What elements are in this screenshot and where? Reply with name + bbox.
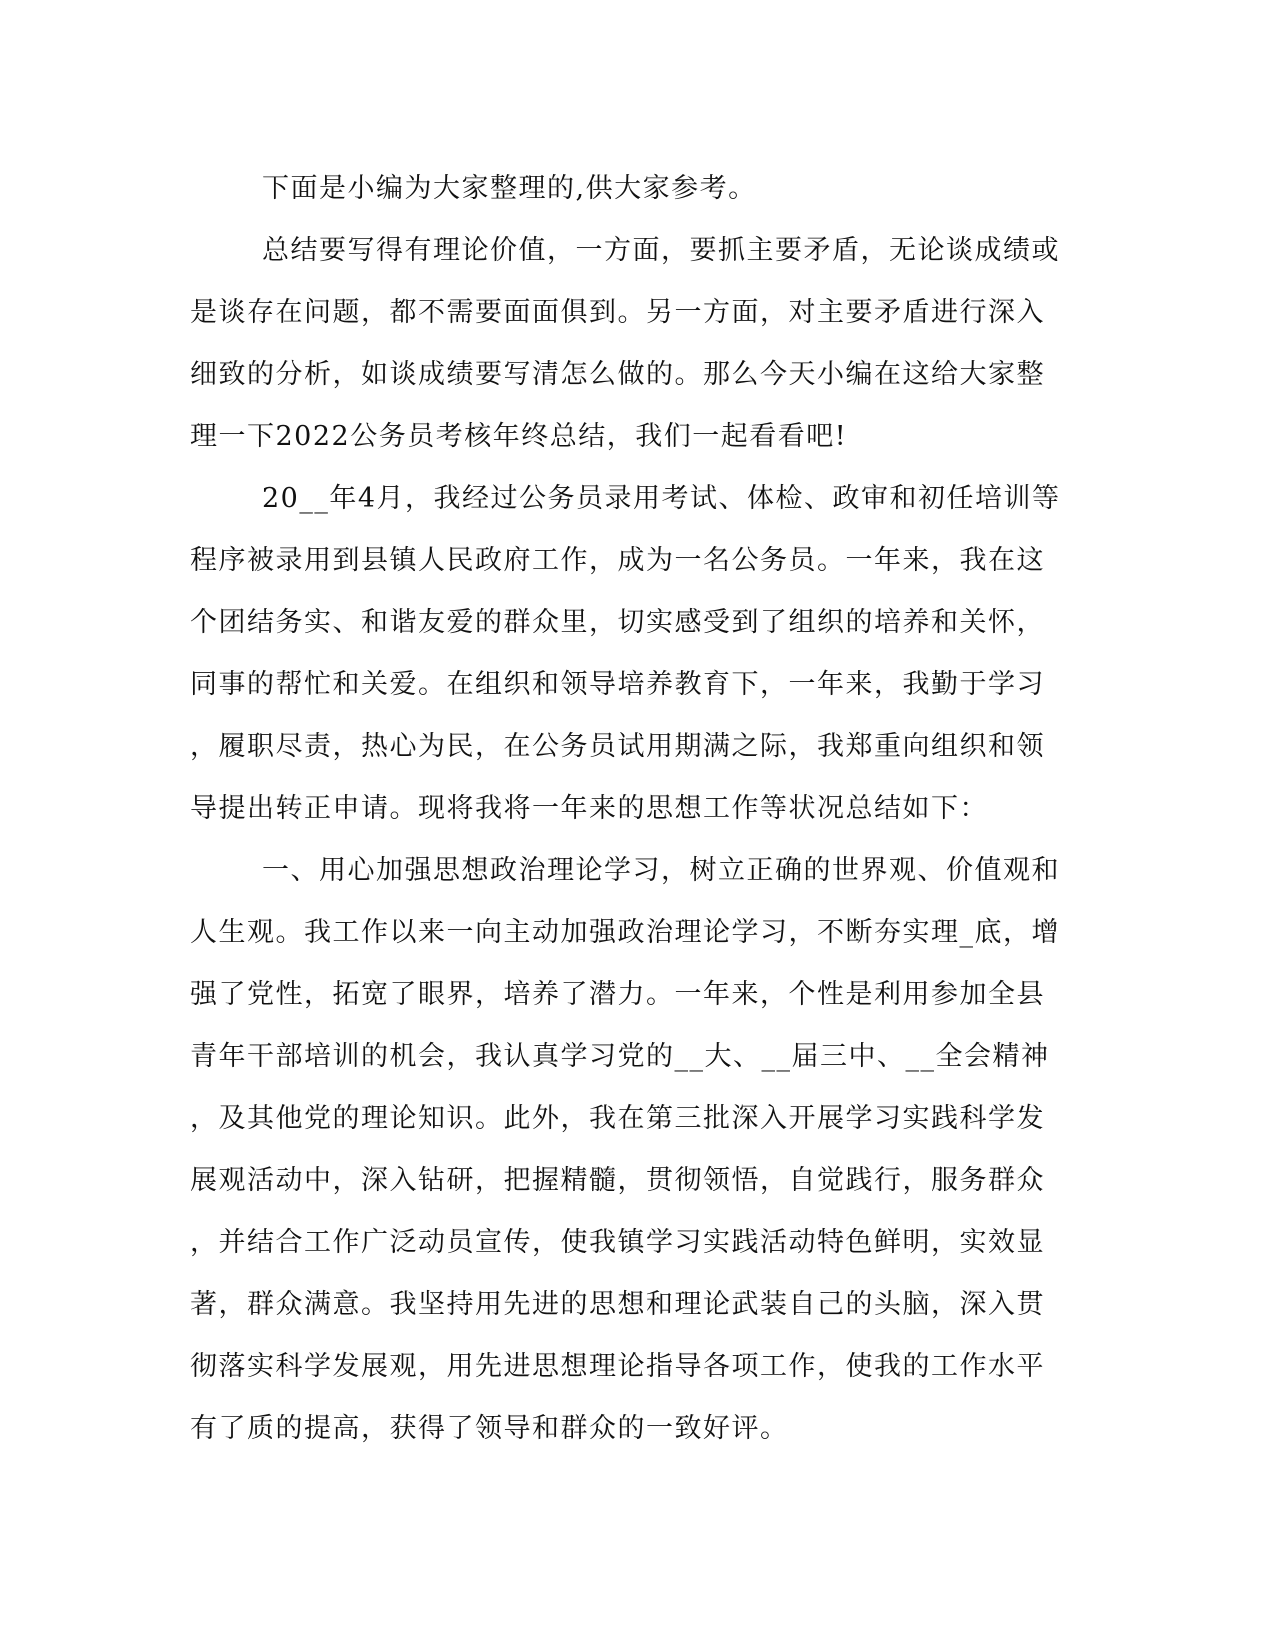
text-line: 强了党性，拓宽了眼界，培养了潜力。一年来，个性是利用参加全县 xyxy=(190,979,1045,1010)
text-line: 20__年4月，我经过公务员录用考试、体检、政审和初任培训等 xyxy=(262,483,1061,514)
text-line: 个团结务实、和谐友爱的群众里，切实感受到了组织的培养和关怀， xyxy=(190,607,1045,638)
text-line: 导提出转正申请。现将我将一年来的思想工作等状况总结如下： xyxy=(190,793,988,824)
text-line: 青年干部培训的机会，我认真学习党的__大、__届三中、__全会精神 xyxy=(190,1041,1050,1072)
text-line: 下面是小编为大家整理的,供大家参考。 xyxy=(262,173,757,204)
text-line: ，履职尽责，热心为民，在公务员试用期满之际，我郑重向组织和领 xyxy=(190,731,1045,762)
text-line: 程序被录用到县镇人民政府工作，成为一名公务员。一年来，我在这 xyxy=(190,545,1045,576)
text-line: ，并结合工作广泛动员宣传，使我镇学习实践活动特色鲜明，实效显 xyxy=(190,1227,1045,1258)
text-line: 总结要写得有理论价值，一方面，要抓主要矛盾，无论谈成绩或 xyxy=(262,235,1060,266)
text-line: 同事的帮忙和关爱。在组织和领导培养教育下，一年来，我勤于学习 xyxy=(190,669,1045,700)
text-line: 有了质的提高，获得了领导和群众的一致好评。 xyxy=(190,1413,789,1444)
text-line: 理一下2022公务员考核年终总结，我们一起看看吧! xyxy=(190,421,848,452)
text-line: 彻落实科学发展观，用先进思想理论指导各项工作，使我的工作水平 xyxy=(190,1351,1045,1382)
text-line: ，及其他党的理论知识。此外，我在第三批深入开展学习实践科学发 xyxy=(190,1103,1045,1134)
document-body xyxy=(190,158,1080,1460)
text-line: 一、用心加强思想政治理论学习，树立正确的世界观、价值观和 xyxy=(262,855,1060,886)
text-line: 人生观。我工作以来一向主动加强政治理论学习，不断夯实理_底，增 xyxy=(190,917,1060,948)
text-line: 著，群众满意。我坚持用先进的思想和理论武装自己的头脑，深入贯 xyxy=(190,1289,1045,1320)
text-line: 是谈存在问题，都不需要面面俱到。另一方面，对主要矛盾进行深入 xyxy=(190,297,1045,328)
text-line: 细致的分析，如谈成绩要写清怎么做的。那么今天小编在这给大家整 xyxy=(190,359,1045,390)
text-line: 展观活动中，深入钻研，把握精髓，贯彻领悟，自觉践行，服务群众 xyxy=(190,1165,1045,1196)
